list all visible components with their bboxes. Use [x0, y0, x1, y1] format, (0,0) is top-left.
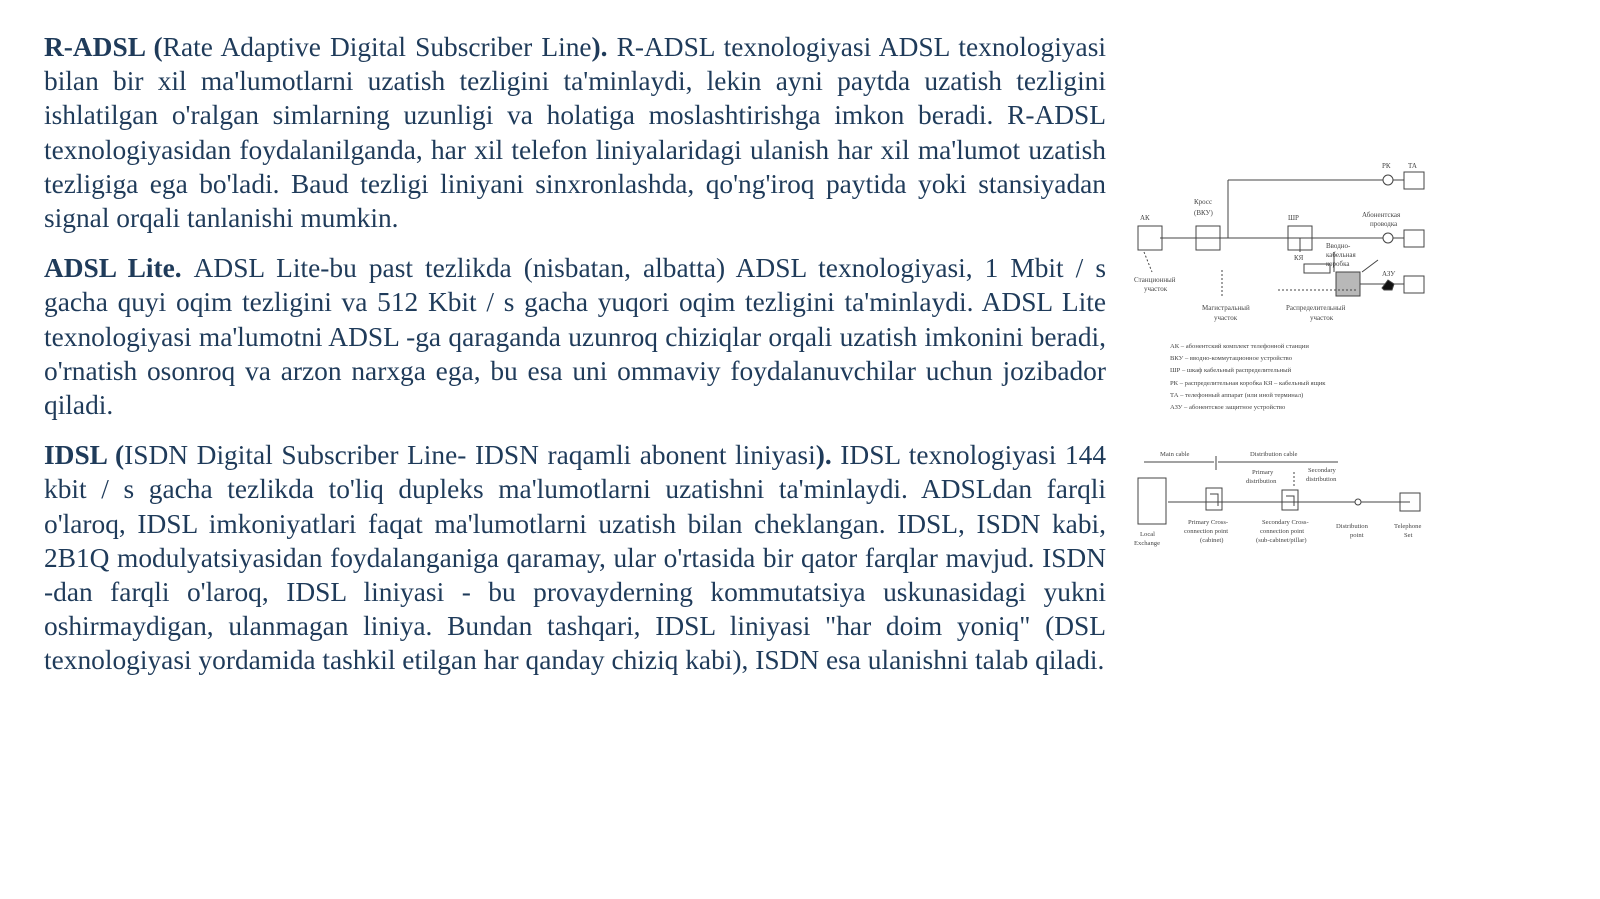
- label-pcp3: (cabinet): [1200, 537, 1224, 544]
- label-magistralny2: участок: [1214, 314, 1238, 322]
- rk-gray-box: [1336, 272, 1360, 296]
- text-column: [44, 30, 1106, 694]
- label-vvodno3: коробка: [1326, 260, 1350, 268]
- azu-marker: [1382, 280, 1394, 290]
- label-vvodno: Вводно-: [1326, 242, 1351, 250]
- legend-line-3: ШР – шкаф кабельный распределительный: [1170, 367, 1292, 374]
- ta-box-1: [1404, 172, 1424, 189]
- label-stantsionny: Станционный: [1134, 276, 1176, 284]
- label-dp2: point: [1350, 532, 1364, 539]
- label-raspred: Распределительный: [1286, 304, 1346, 312]
- label-abonent: Абонентская: [1362, 211, 1401, 219]
- subscriber-line-labels: [1134, 162, 1417, 322]
- label-main-cable: Main cable: [1160, 451, 1190, 458]
- label-stantsionny2: участок: [1144, 285, 1168, 293]
- subscriber-line-legend: [1170, 343, 1326, 411]
- term-close-idsl: ).: [815, 440, 841, 471]
- legend-line-1: АК – абонентский комплект телефонной станции: [1170, 343, 1309, 350]
- body-adsl-lite: ADSL Lite-bu past tezlikda (nisbatan, albatta) ADSL texnologiyasi, 1 Mbit / s gacha quyi oqim tezligini va 512 Kbit / s gacha yuqori oqim tezligini ta'minlaydi. ADSL Lite texnologiyasi ma'lumotni ADSL -ga qaraganda uzunroq chiziqlar orqali uzatish imkonini beradi, o'rnatish osonroq va arzon narxga ega, bu esa uni ommaviy foydalanuvchilar uchun jozibador qiladi.: [44, 253, 1106, 421]
- paragraph-idsl: [44, 438, 1106, 677]
- label-tel2: Set: [1404, 532, 1413, 539]
- ta-box-2: [1404, 230, 1424, 247]
- label-pcp2: connection point: [1184, 528, 1229, 535]
- label-local: Local: [1140, 531, 1156, 538]
- label-primary2: distribution: [1246, 478, 1277, 485]
- ak-box: [1138, 226, 1162, 250]
- label-secondary: Secondary: [1308, 467, 1336, 474]
- label-dp: Distribution: [1336, 523, 1368, 530]
- label-kross: Кросс: [1194, 198, 1213, 206]
- pcp-cabinet-box: [1206, 488, 1222, 510]
- legend-line-4: РК – распределительная коробка КЯ – кабельный ящик: [1170, 380, 1326, 387]
- body-radsl: R-ADSL texnologiyasi ADSL texnologiyasi bilan bir xil ma'lumotlarni uzatish tezligini ta'minlaydi, lekin ayni paytda uzatish tezligini ishlatilgan o'ralgan simlarning uzunligi va holatiga moslashtirishga imkon beradi. R-ADSL texnologiyasidan foydalanilganda, har xil telefon liniyalaridagi ulanish har xil ma'lumot uzatish tezligiga ega bo'ladi. Baud tezligi liniyani sinxronlashda, qo'ng'iroq paytida yoki stansiyadan signal orqali tanlanishi mumkin.: [44, 32, 1106, 234]
- label-abonent2: проводка: [1370, 220, 1398, 228]
- distribution-point-circle: [1355, 499, 1361, 505]
- network-figure: [1134, 160, 1478, 565]
- label-scp: Secondary Cross-: [1262, 519, 1309, 526]
- term-close-radsl: ).: [591, 32, 617, 62]
- distribution-network-labels: [1134, 451, 1421, 547]
- label-tel: Telephone: [1394, 523, 1422, 530]
- term-radsl: R-ADSL (: [44, 32, 163, 62]
- paragraph-adsl-lite: [44, 251, 1106, 422]
- label-scp3: (sub-cabinet/pillar): [1256, 537, 1307, 544]
- label-scp2: connection point: [1260, 528, 1305, 535]
- label-raspred2: участок: [1310, 314, 1334, 322]
- label-kya: КЯ: [1294, 254, 1304, 262]
- legend-line-5: ТА – телефонный аппарат (или иной терминал): [1170, 392, 1304, 399]
- label-secondary2: distribution: [1306, 476, 1337, 483]
- label-pcp: Primary Cross-: [1188, 519, 1229, 526]
- label-local2: Exchange: [1134, 540, 1160, 547]
- label-primary: Primary: [1252, 469, 1274, 476]
- legend-line-2: ВКУ – вводно-коммутационное устройство: [1170, 355, 1293, 362]
- label-shr: ШР: [1288, 214, 1299, 222]
- distribution-network-diagram: [1138, 456, 1420, 524]
- term-idsl: IDSL (: [44, 440, 125, 471]
- label-distribution-cable: Distribution cable: [1250, 451, 1298, 458]
- label-ta: ТА: [1408, 162, 1417, 170]
- paragraph-radsl: [44, 30, 1106, 235]
- label-magistralny: Магистральный: [1202, 304, 1250, 312]
- rk-circle-2: [1383, 233, 1393, 243]
- legend-line-6: АЗУ – абонентское защитное устройство: [1170, 404, 1286, 411]
- term-expansion-idsl: ISDN Digital Subscriber Line- IDSN raqamli abonent liniyasi: [124, 440, 816, 471]
- label-azu: АЗУ: [1382, 270, 1396, 278]
- ta-box-3: [1404, 276, 1424, 293]
- label-vvodno2: кабельная: [1326, 251, 1356, 259]
- label-kross2: (ВКУ): [1194, 209, 1213, 217]
- local-exchange-box: [1138, 478, 1166, 524]
- term-expansion-radsl: Rate Adaptive Digital Subscriber Line: [162, 32, 592, 62]
- label-rk: РК: [1382, 162, 1391, 170]
- term-adsl-lite: ADSL Lite.: [44, 253, 194, 284]
- scp-pillar-box: [1282, 490, 1298, 510]
- label-ak: АК: [1140, 214, 1150, 222]
- body-idsl: IDSL texnologiyasi 144 kbit / s gacha tezlikda to'liq dupleks ma'lumotlarni uzatishni ta'minlaydi. ADSLdan farqli o'laroq, IDSL imkoniyatlari faqat ma'lumotlarni uzatish bilan cheklangan. IDSL, ISDN kabi, 2B1Q modulyatsiyasidan foydalanganiga qaramay, ular o'rtasida bir qator farqlar mavjud. ISDN -dan farqli o'laroq, IDSL liniyasi - bu provayderning kommutatsiya uskunasidagi yukni oshirmaydigan, ulanmagan liniya. Bundan tashqari, IDSL liniyasi "har doim yoniq" (DSL texnologiyasi yordamida tashkil etilgan har qanday chiziq kabi), ISDN esa ulanishni talab qiladi.: [44, 440, 1107, 676]
- rk-circle-1: [1383, 175, 1393, 185]
